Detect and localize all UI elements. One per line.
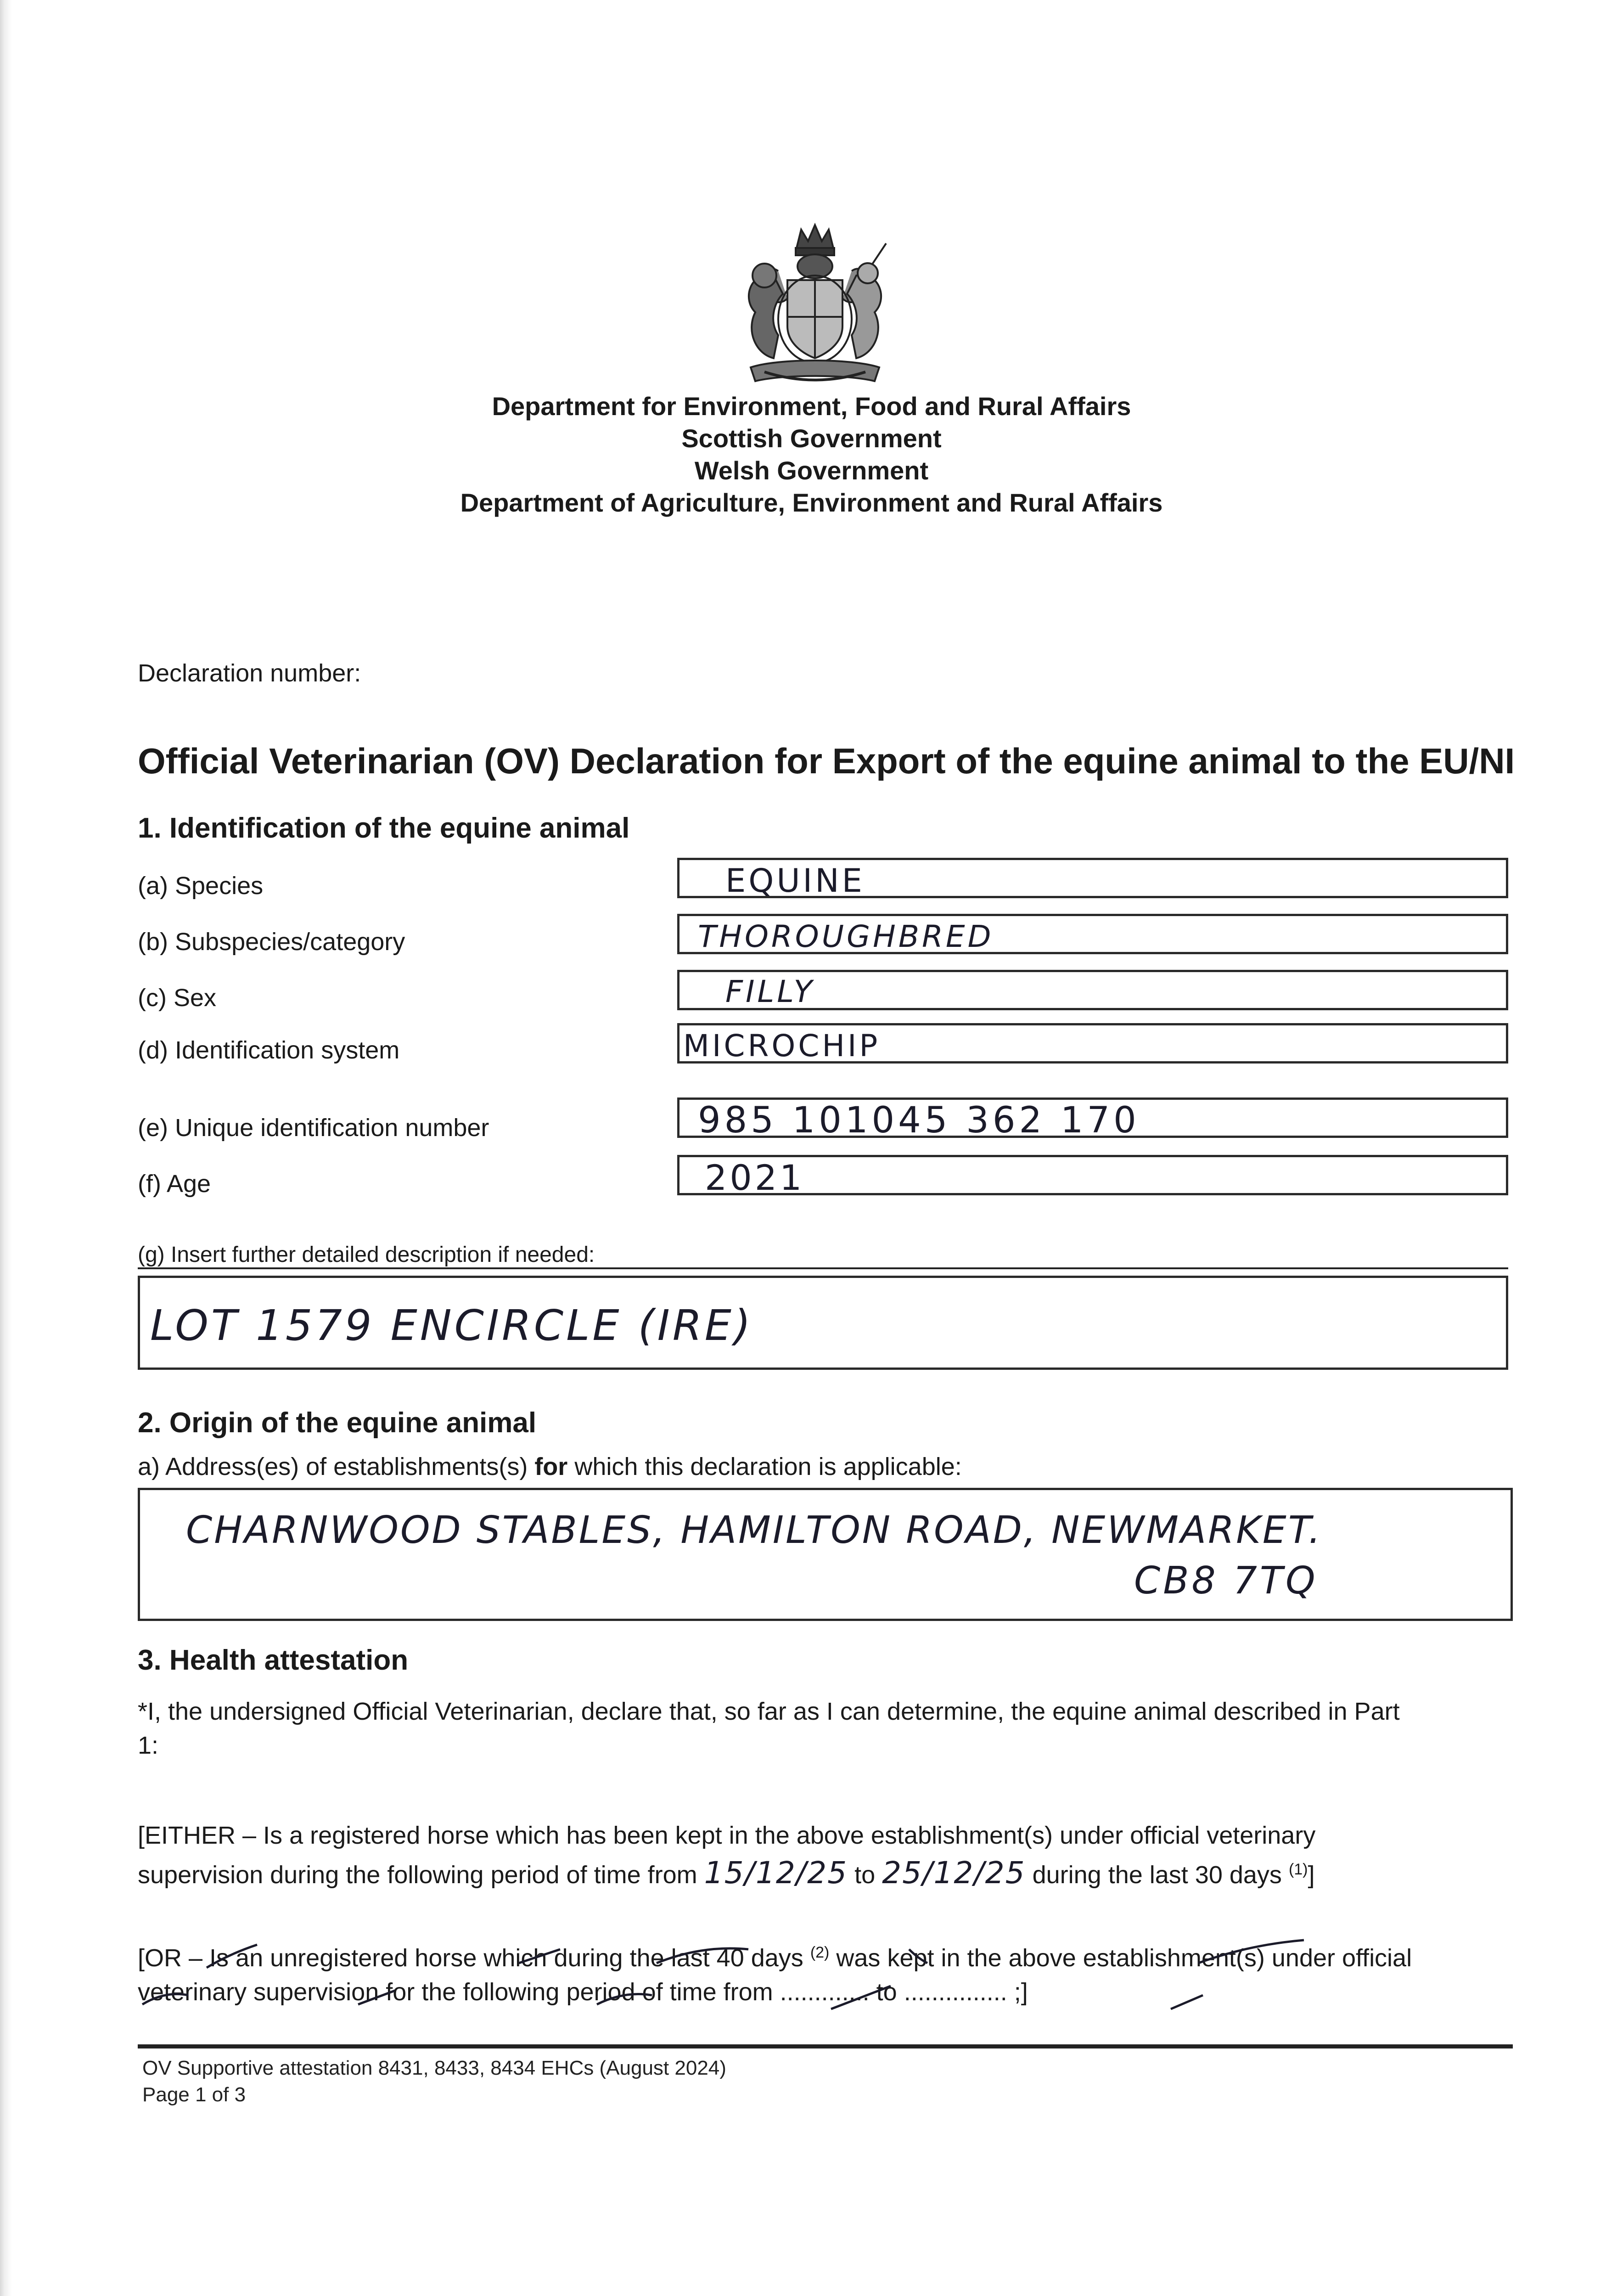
field-species-label: (a) Species	[138, 872, 264, 900]
description-value: LOT 1579 ENCIRCLE (IRE)	[150, 1301, 753, 1350]
field-species-value: EQUINE	[725, 862, 865, 900]
address-label	[138, 1452, 962, 1481]
address-label-start: a) Address(es) of establishments(s)	[138, 1453, 535, 1480]
description-box[interactable]	[138, 1276, 1508, 1370]
footer	[142, 2055, 726, 2108]
field-subspecies-label: (b) Subspecies/category	[138, 928, 405, 956]
field-uid-box[interactable]	[677, 1097, 1508, 1141]
health-intro-line2: 1:	[138, 1732, 159, 1759]
scan-edge-shadow	[0, 0, 12, 2296]
field-subspecies-value: THOROUGHBRED	[698, 919, 994, 954]
either-footnote-1: (1)	[1288, 1861, 1308, 1878]
field-id-system-box[interactable]	[677, 1023, 1508, 1064]
or-clause-strikethrough-marks	[138, 1936, 1508, 2018]
footer-page-number: Page 1 of 3	[142, 2083, 246, 2106]
either-clause	[138, 1818, 1508, 1892]
page-title: Official Veterinarian (OV) Declaration for Export of the equine animal to the EU/NI	[138, 741, 1515, 781]
address-box[interactable]	[138, 1488, 1513, 1621]
description-label: (g) Insert further detailed description if needed:	[138, 1243, 595, 1267]
address-label-bold: for	[534, 1453, 568, 1480]
address-label-end: which this declaration is applicable:	[567, 1453, 962, 1480]
field-age-label: (f) Age	[138, 1170, 211, 1198]
field-id-system-value: MICROCHIP	[683, 1028, 881, 1064]
section2-heading: 2. Origin of the equine animal	[138, 1407, 537, 1439]
either-line2	[138, 1852, 1508, 1892]
section1-heading: 1. Identification of the equine animal	[138, 812, 630, 844]
either-to-word: to	[854, 1861, 876, 1889]
royal-coat-of-arms-icon	[723, 220, 907, 390]
address-line-1: CHARNWOOD STABLES, HAMILTON ROAD, NEWMARKET.	[186, 1508, 1323, 1552]
footer-attestation-ref: OV Supportive attestation 8431, 8433, 8434 EHCs (August 2024)	[142, 2057, 726, 2079]
health-intro-line1: *I, the undersigned Official Veterinarian, declare that, so far as I can determine, the equine animal described in Part	[138, 1698, 1400, 1725]
issuing-organisations	[0, 390, 1623, 519]
health-intro	[138, 1694, 1508, 1762]
or-line1-end: was kept in the above establishment(s) under official	[836, 1944, 1412, 1972]
address-line-2: CB8 7TQ	[1134, 1559, 1318, 1603]
organisation-defra: Department for Environment, Food and Rural Affairs	[492, 392, 1131, 421]
either-to-date[interactable]: 25/12/25	[882, 1855, 1026, 1891]
either-from-date[interactable]: 15/12/25	[704, 1855, 848, 1891]
either-line2-start: supervision during the following period of time from	[138, 1861, 697, 1889]
field-uid-label: (e) Unique identification number	[138, 1114, 489, 1142]
either-line2-end: during the last 30 days	[1032, 1861, 1282, 1889]
field-sex-value: FILLY	[725, 974, 815, 1009]
or-footnote-2: (2)	[810, 1944, 830, 1961]
or-line1-start: [OR – Is an unregistered horse which during the last 40 days	[138, 1944, 803, 1972]
field-species-box[interactable]	[677, 858, 1508, 898]
field-id-system-label: (d) Identification system	[138, 1036, 400, 1064]
field-age-value: 2021	[705, 1157, 805, 1198]
declaration-number-label: Declaration number:	[138, 659, 361, 687]
organisation-scottish-government: Scottish Government	[681, 424, 942, 453]
or-line2: veterinary supervision for the following period of time from ............. to ............... ;]	[138, 1978, 1028, 2006]
footer-divider	[138, 2044, 1513, 2048]
either-line1: [EITHER – Is a registered horse which has been kept in the above establishment(s) under official veterinary	[138, 1822, 1316, 1849]
field-subspecies-box[interactable]	[677, 914, 1508, 954]
field-uid-value: 985 101045 362 170	[698, 1100, 1140, 1141]
organisation-daera: Department of Agriculture, Environment and Rural Affairs	[460, 488, 1163, 517]
either-close-bracket: ]	[1308, 1861, 1315, 1889]
field-age-box[interactable]	[677, 1155, 1508, 1198]
description-top-rule	[138, 1267, 1508, 1269]
section3-heading: 3. Health attestation	[138, 1644, 409, 1676]
organisation-welsh-government: Welsh Government	[694, 456, 929, 485]
field-sex-box[interactable]	[677, 970, 1508, 1010]
field-sex-label: (c) Sex	[138, 984, 217, 1012]
